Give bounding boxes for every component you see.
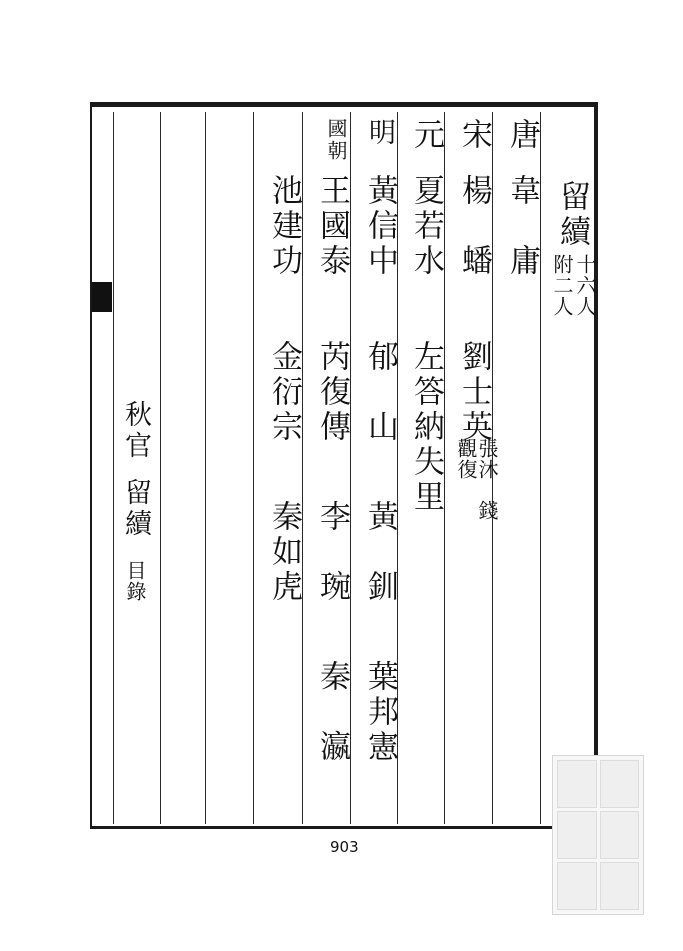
name-annotation: 張沐 [475, 438, 499, 480]
page-number: 903 [330, 838, 359, 856]
section-heading: 留續 [554, 180, 590, 250]
margin-title: 秋官 [120, 400, 151, 462]
margin-section: 留續 [120, 478, 151, 540]
name-annotation: 觀復 [454, 438, 478, 480]
column-rule [160, 112, 161, 824]
margin-catalog: 目錄 [123, 560, 147, 602]
heading-note-bottom: 附二人 [550, 254, 574, 317]
heading-note-top: 十六人 [573, 254, 597, 317]
name-entry: 秦如虎 [266, 500, 302, 605]
left-border [90, 102, 92, 829]
name-entry: 韋 庸 [504, 174, 540, 279]
dynasty-ming: 明 [364, 118, 395, 149]
library-seal-stamp [552, 755, 644, 915]
name-entry: 王國泰 [314, 174, 350, 279]
name-entry: 芮復傳 [314, 340, 350, 445]
column-rule [113, 112, 114, 824]
bottom-border [90, 826, 600, 829]
column-rule [205, 112, 206, 824]
name-annotation: 錢 [475, 500, 499, 521]
name-entry: 左答納失里 [408, 340, 444, 515]
name-entry: 夏若水 [408, 174, 444, 279]
name-entry: 黃 釧 [362, 500, 398, 605]
name-entry: 楊 蟠 [456, 174, 492, 279]
dynasty-song: 宋 [456, 118, 492, 153]
top-border [90, 102, 598, 107]
dynasty-yuan: 元 [408, 118, 444, 153]
margin-fishtail [92, 282, 112, 312]
name-entry: 池建功 [266, 174, 302, 279]
name-entry: 金衍宗 [266, 340, 302, 445]
name-entry: 葉邦憲 [362, 660, 398, 765]
column-rule [253, 112, 254, 824]
name-entry: 郁 山 [362, 340, 398, 445]
name-entry: 秦 瀛 [314, 660, 350, 765]
name-entry: 黃信中 [362, 174, 398, 279]
dynasty-tang: 唐 [504, 118, 540, 153]
name-entry: 劉士英 [456, 340, 492, 445]
name-entry: 李 琬 [314, 500, 350, 605]
dynasty-guochao: 國朝 [324, 118, 348, 162]
